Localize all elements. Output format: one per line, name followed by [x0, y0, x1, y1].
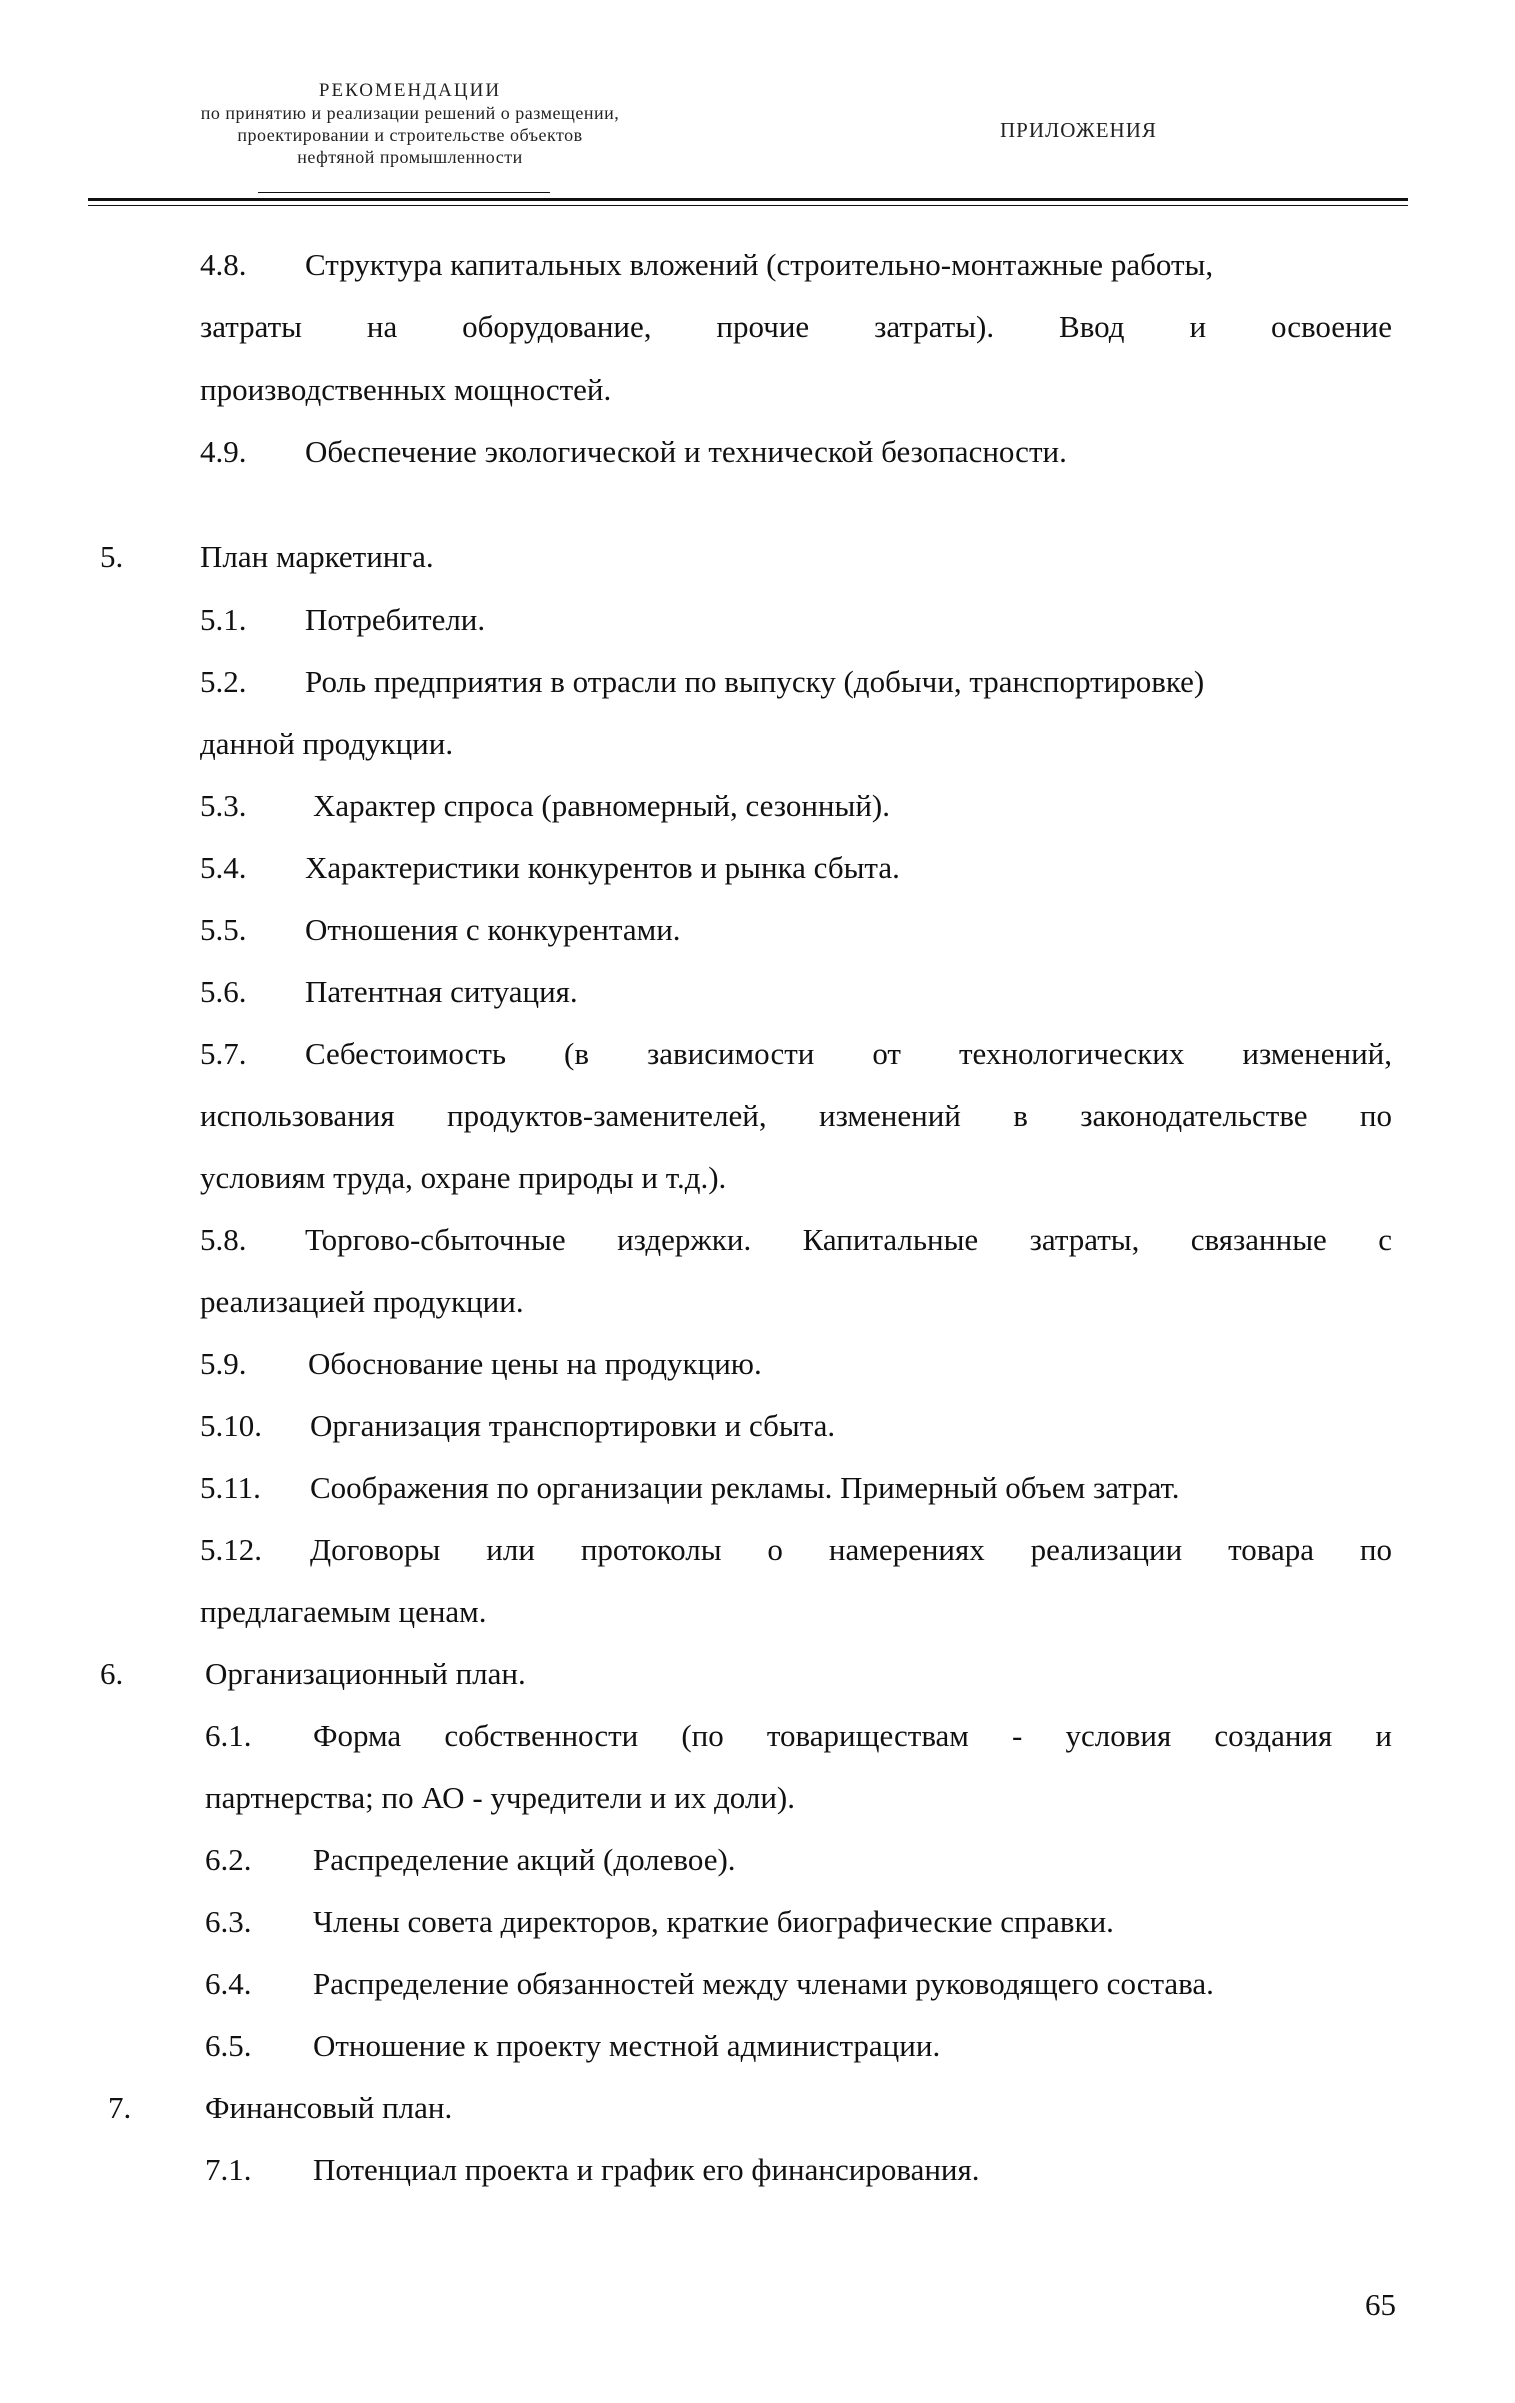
- item-number: 5.3.: [200, 788, 247, 823]
- item-text-line: Характеристики конкурентов и рынка сбыта.: [305, 850, 900, 885]
- item-text-line: Соображения по организации рекламы. Примерный объем затрат.: [310, 1470, 1180, 1505]
- item-text-line: Себестоимость (в зависимости от технологических изменений,: [305, 1036, 1392, 1071]
- item-text-line: Отношение к проекту местной администрации.: [313, 2028, 941, 2063]
- item-number: 4.8.: [200, 247, 247, 282]
- item-number: 5.6.: [200, 974, 247, 1009]
- item-text-line: Роль предприятия в отрасли по выпуску (добычи, транспортировке): [305, 664, 1205, 699]
- item-text-line: затраты на оборудование, прочие затраты). Ввод и освоение: [200, 309, 1392, 344]
- item-text-line: Организация транспортировки и сбыта.: [310, 1408, 836, 1443]
- header-title-line-3: проектировании и строительстве объектов: [237, 125, 583, 145]
- item-number: 6.1.: [205, 1718, 252, 1753]
- item-number: 5.1.: [200, 602, 247, 637]
- header-title-line-2: по принятию и реализации решений о размещении,: [200, 103, 620, 123]
- item-text-line: Патентная ситуация.: [305, 974, 578, 1009]
- item-text-line: Характер спроса (равномерный, сезонный).: [313, 788, 890, 823]
- item-text-line: партнерства; по АО - учредители и их доли).: [205, 1780, 795, 1815]
- item-number: 5.8.: [200, 1222, 247, 1257]
- item-number: 5.2.: [200, 664, 247, 699]
- item-text-line: Потребители.: [305, 602, 486, 637]
- section-title: Финансовый план.: [205, 2090, 453, 2125]
- section-number: 5.: [100, 539, 124, 574]
- item-text-line: Отношения с конкурентами.: [305, 912, 681, 947]
- item-number: 5.12.: [200, 1532, 262, 1567]
- item-text-line: использования продуктов-заменителей, изменений в законодательстве по: [200, 1098, 1392, 1133]
- item-text-line: Обоснование цены на продукцию.: [308, 1346, 762, 1381]
- item-text-line: Распределение обязанностей между членами руководящего состава.: [313, 1966, 1214, 2001]
- item-text-line: Члены совета директоров, краткие биографические справки.: [313, 1904, 1114, 1939]
- item-text-line: Договоры или протоколы о намерениях реализации товара по: [310, 1532, 1392, 1567]
- item-number: 5.9.: [200, 1346, 247, 1381]
- item-number: 5.4.: [200, 850, 247, 885]
- item-text-line: Форма собственности (по товариществам - условия создания и: [313, 1718, 1392, 1753]
- item-number: 6.3.: [205, 1904, 252, 1939]
- header-title-line-4: нефтяной промышленности: [297, 147, 523, 167]
- header-title-line-1: РЕКОМЕНДАЦИИ: [318, 80, 502, 101]
- header-section-label: ПРИЛОЖЕНИЯ: [1000, 118, 1157, 142]
- item-text-line: Структура капитальных вложений (строительно-монтажные работы,: [305, 247, 1214, 282]
- item-number: 7.1.: [205, 2152, 252, 2187]
- item-text-line: условиям труда, охране природы и т.д.).: [200, 1160, 727, 1195]
- item-number: 6.4.: [205, 1966, 252, 2001]
- item-number: 4.9.: [200, 434, 247, 469]
- item-number: 5.7.: [200, 1036, 247, 1071]
- item-number: 5.5.: [200, 912, 247, 947]
- item-text-line: данной продукции.: [200, 726, 454, 761]
- item-number: 5.11.: [200, 1470, 261, 1505]
- item-text-line: Распределение акций (долевое).: [313, 1842, 736, 1877]
- section-number: 7.: [108, 2090, 132, 2125]
- item-number: 6.2.: [205, 1842, 252, 1877]
- section-title: План маркетинга.: [200, 539, 434, 574]
- item-text-line: Обеспечение экологической и технической безопасности.: [305, 434, 1067, 469]
- item-text-line: Торгово-сбыточные издержки. Капитальные затраты, связанные с: [305, 1222, 1392, 1257]
- item-text-line: предлагаемым ценам.: [200, 1594, 487, 1629]
- section-number: 6.: [100, 1656, 124, 1691]
- section-title: Организационный план.: [205, 1656, 526, 1691]
- item-number: 6.5.: [205, 2028, 252, 2063]
- page-number: 65: [1365, 2287, 1396, 2322]
- item-text-line: реализацией продукции.: [200, 1284, 524, 1319]
- item-text-line: производственных мощностей.: [200, 372, 612, 407]
- item-text-line: Потенциал проекта и график его финансирования.: [313, 2152, 980, 2187]
- item-number: 5.10.: [200, 1408, 262, 1443]
